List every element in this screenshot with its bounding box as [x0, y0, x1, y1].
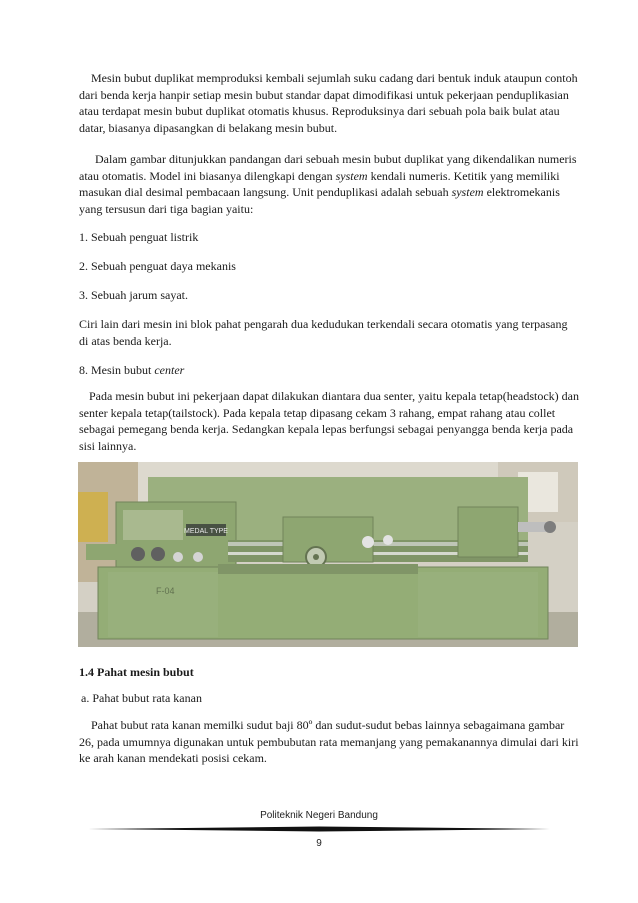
page-number: 9	[316, 838, 322, 849]
paragraph2-system-1: system	[335, 168, 368, 183]
lathe-machine-photo	[78, 462, 578, 647]
section-heading-lathe-tools: 1.4 Pahat mesin bubut	[79, 665, 194, 679]
paragraph-numeric-control	[79, 151, 579, 217]
subheading-right-tool: a. Pahat bubut rata kanan	[81, 691, 202, 705]
list-item-1: 1. Sebuah penguat listrik	[79, 230, 199, 244]
paragraph-right-tool: Pahat bubut rata kanan memilki sudut baji 80º dan sudut-sudut bebas lainnya sebagaimana gambar 26, pada umumnya digunakan untuk pembubutan rata memanjang yang pemakanannya dimulai dari kiri ke arah kanan mendekati posisi cekam.	[79, 718, 579, 765]
machine-label: F-04	[156, 586, 175, 596]
paragraph-center-lathe: Pada mesin bubut ini pekerjaan dapat dilakukan diantara dua senter, yaitu kepala tetap(headstock) dan senter kepala tetap(tailstock). Pada kepala tetap dipasang cekam 3 rahang, empat rahang atau collet sebagai pemegang benda kerja. Sedangkan kepala lepas berfungsi sebagai penyangga benda kerja pada sisi lainnya.	[79, 389, 580, 453]
heading8-prefix: 8. Mesin bubut	[79, 363, 155, 377]
paragraph2-part1: Dalam gambar ditunjukkan pandangan dari sebuah mesin bubut duplikat yang dikendalikan numeris atau otomatis. Model ini biasanya dilengkapi dengan	[79, 152, 577, 183]
paragraph-tool-block: Ciri lain dari mesin ini blok pahat pengarah dua kedudukan terkendali secara otomatis yang terpasang di atas benda kerja.	[79, 317, 568, 348]
paragraph2-part2: kendali numeris. Ketitik yang memiliki masukan dial desimal pembacaan langsung. Unit penduplikasi adalah sebuah	[79, 168, 560, 199]
list-item-3: 3. Sebuah jarum sayat.	[79, 288, 188, 302]
plate-text: MEDAL TYPE	[184, 528, 228, 535]
heading8-center: center	[154, 363, 185, 377]
list-item-2: 2. Sebuah penguat daya mekanis	[79, 259, 236, 273]
paragraph2-part3: elektromekanis yang tersusun dari tiga bagian yaitu:	[79, 185, 560, 216]
paragraph2-system-2: system	[451, 185, 484, 199]
footer-divider	[88, 826, 550, 832]
footer-institution: Politeknik Negeri Bandung	[260, 810, 378, 821]
heading-center-lathe	[79, 362, 579, 379]
paragraph-duplicate-lathe: Mesin bubut duplikat memproduksi kembali sejumlah suku cadang dari bentuk induk ataupun contoh dari benda kerja hanpir setiap mesin bubut standar dapat dimodifikasi untuk pekerjaan penduplikasian atau terdapat mesin bubut duplikat otomatis khusus. Reproduksinya dari sebuah pola baik bulat atau datar, biasanya dipasangkan di belakang mesin bubut.	[79, 71, 578, 135]
